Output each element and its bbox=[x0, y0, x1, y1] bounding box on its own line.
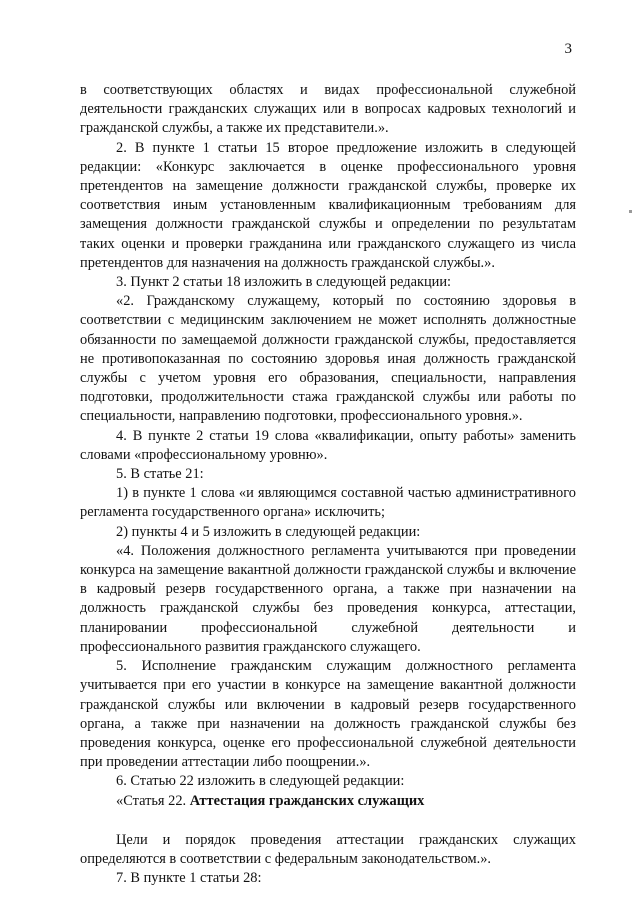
article-heading-prefix: «Статья 22. bbox=[116, 792, 190, 809]
paragraph: 5. В статье 21: bbox=[116, 466, 204, 483]
paragraph: Цели и порядок проведения аттестации гражданских служащих определяются в соответствии с федеральным законодательством.». bbox=[80, 831, 576, 867]
paragraph: 2) пункты 4 и 5 изложить в следующей редакции: bbox=[116, 523, 421, 540]
paragraph: 5. Исполнение гражданским служащим должностного регламента учитывается при его участии в конкурсе на замещение вакантной должности гражданской службы или включении в кадровый резерв государственного органа, а также при назначении на должность гражданской службы без проведения конкурса, оценке его профессиональной служебной деятельности при проведении аттестации либо поощрении.». bbox=[80, 658, 576, 771]
paragraph: 1) в пункте 1 слова «и являющимся составной частью административного регламента государственного органа» исключить; bbox=[80, 485, 576, 521]
document-body bbox=[80, 81, 576, 888]
paragraph: 4. В пункте 2 статьи 19 слова «квалификации, опыту работы» заменить словами «профессиональному уровню». bbox=[80, 427, 576, 463]
article-heading bbox=[80, 792, 576, 811]
paragraph: «4. Положения должностного регламента учитываются при проведении конкурса на замещение вакантной должности гражданской службы и включение в кадровый резерв государственного органа, а также при назначении на должность гражданской службы без проведения конкурса, аттестации, планировании профессиональной служебной деятельности и профессионального развития гражданского служащего. bbox=[80, 542, 576, 655]
paragraph: 2. В пункте 1 статьи 15 второе предложение изложить в следующей редакции: «Конкурс заключается в оценке профессионального уровня претендентов на замещение должности гражданской службы, проверке их соответствия иным установленным квалификационным требованиям для замещения должности гражданской службы и определении по результатам таких оценки и проверки гражданина или гражданского служащего из числа претендентов для назначения на должность гражданской службы.». bbox=[80, 139, 576, 271]
paragraph: 7. В пункте 1 статьи 28: bbox=[116, 870, 262, 887]
blank-line bbox=[80, 811, 576, 831]
paragraph: 6. Статью 22 изложить в следующей редакции: bbox=[116, 773, 405, 790]
paragraph: «2. Гражданскому служащему, который по состоянию здоровья в соответствии с медицинским заключением не может исполнять должностные обязанности по замещаемой должности гражданской службы, предоставляется не противопоказанная по состоянию здоровья иная должность гражданской службы с учетом уровня его образования, специальности, направления подготовки, продолжительности стажа гражданской службы или работы по специальности, направлению подготовки, профессионального уровня.». bbox=[80, 293, 576, 425]
scan-speck bbox=[629, 210, 632, 213]
article-heading-title: Аттестация гражданских служащих bbox=[189, 792, 425, 809]
page-number: 3 bbox=[564, 41, 572, 57]
paragraph: в соответствующих областях и видах профессиональной служебной деятельности гражданских служащих или в вопросах кадровых технологий и гражданской службы, а также их представители.». bbox=[80, 82, 576, 137]
paragraph: 3. Пункт 2 статьи 18 изложить в следующей редакции: bbox=[116, 274, 452, 291]
